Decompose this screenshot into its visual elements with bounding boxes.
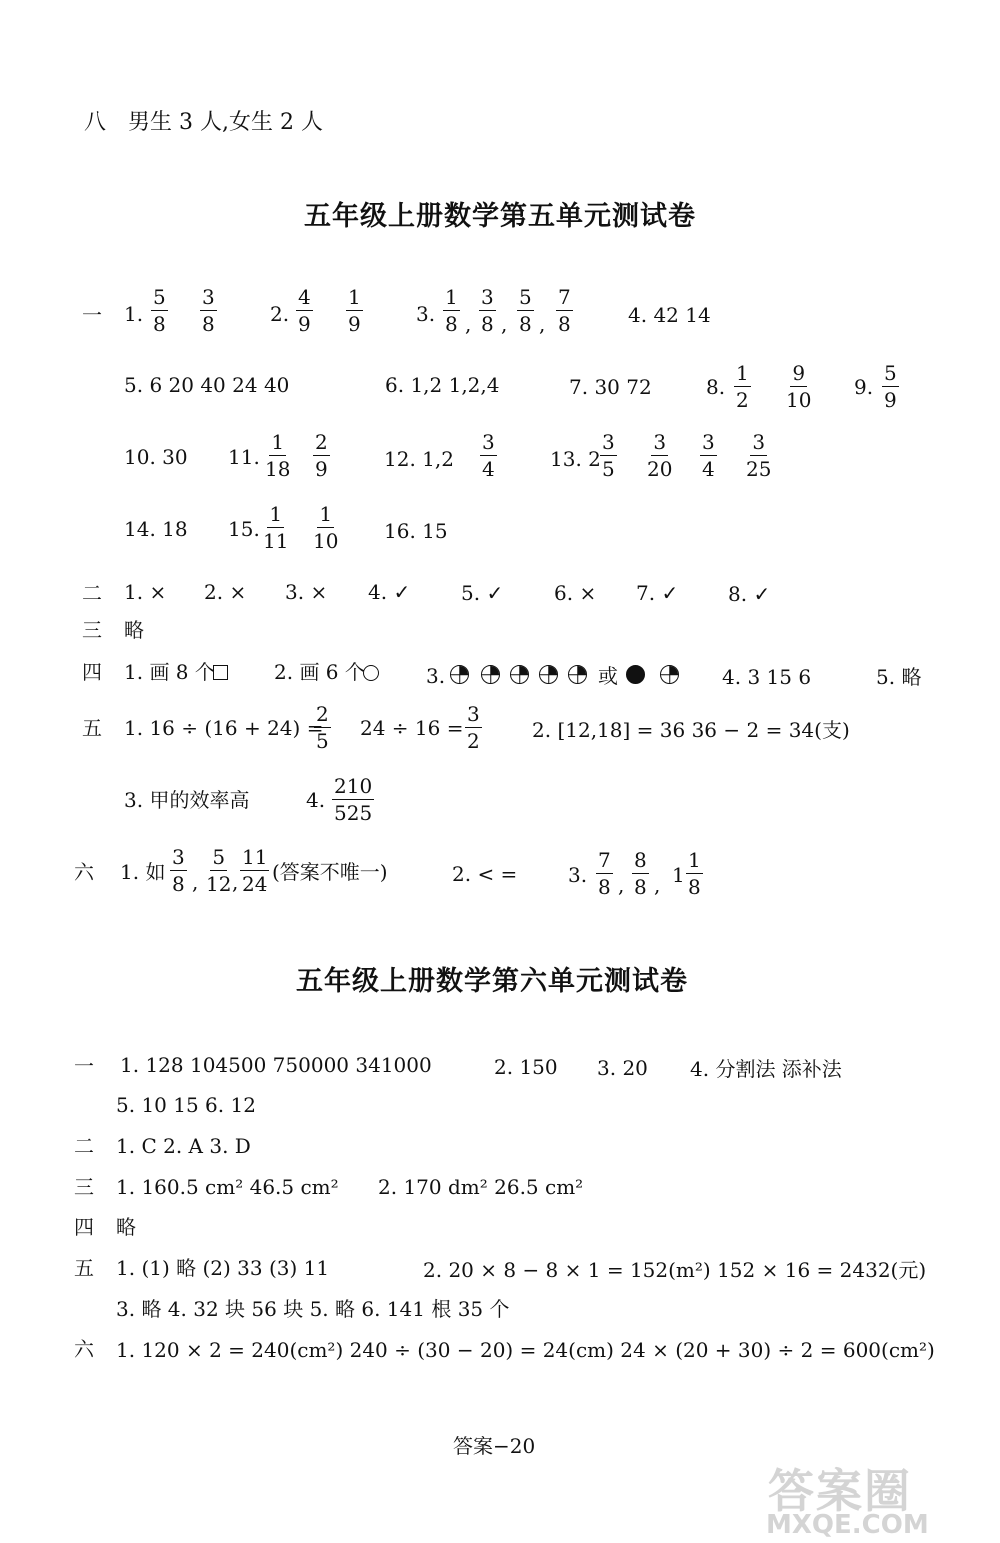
numerator: 3	[482, 430, 495, 454]
quarter-circle-icon	[568, 665, 587, 684]
u5-s4-q2: 2. 画 6 个	[274, 660, 365, 684]
numerator: 1	[688, 848, 701, 872]
comma: ,	[539, 312, 546, 336]
u5-q1-label: 1.	[124, 302, 144, 326]
u6-s3-b: 2. 170 dm² 26.5 cm²	[378, 1175, 584, 1199]
u5-s5-q1a: 1. 16 ÷ (16 + 24) =	[124, 716, 324, 740]
fraction	[200, 287, 217, 335]
denominator: 8	[558, 312, 571, 336]
numerator: 7	[598, 848, 611, 872]
mixed-whole: 1	[672, 863, 685, 887]
u5-q16: 16. 15	[384, 519, 448, 543]
u5-section-5-number: 五	[82, 716, 102, 740]
quarter-circle-icon	[539, 665, 558, 684]
fraction	[632, 850, 649, 898]
fraction	[443, 287, 460, 335]
fraction	[596, 850, 613, 898]
judge-item: 8. ✓	[728, 582, 771, 606]
fraction	[784, 363, 813, 411]
numerator: 3	[653, 430, 667, 454]
u5-s6-q2: 2. < =	[452, 862, 518, 886]
judge-item: 7. ✓	[636, 581, 679, 605]
judge-item: 2. ×	[204, 580, 247, 604]
denominator: 25	[746, 457, 772, 481]
denominator: 10	[313, 529, 339, 553]
fraction	[313, 432, 330, 480]
numerator: 3	[602, 430, 615, 454]
quarter-circle-icon	[510, 665, 529, 684]
numerator: 3	[702, 430, 715, 454]
comma: ,	[192, 870, 199, 894]
u6-s5-line1b: 2. 20 × 8 − 8 × 1 = 152(m²) 152 × 16 = 2432(元)	[423, 1258, 927, 1282]
denominator: 5	[316, 729, 329, 753]
or-label: 或	[598, 664, 618, 688]
u5-q7: 7. 30 72	[569, 375, 652, 399]
judge-item: 1. ×	[124, 580, 167, 604]
u5-section-2-number: 二	[82, 581, 102, 605]
numerator: 8	[634, 848, 647, 872]
watermark-logo: 答案圈	[768, 1464, 912, 1518]
numerator: 1	[319, 502, 333, 526]
fraction	[170, 847, 187, 895]
u5-s6-q1-note: (答案不唯一)	[272, 860, 388, 884]
u6-s4-answer: 略	[116, 1215, 136, 1239]
fraction	[346, 287, 363, 335]
fraction	[296, 287, 313, 335]
fraction	[311, 504, 340, 552]
numerator: 3	[467, 702, 480, 726]
u6-s6-answer: 1. 120 × 2 = 240(cm²) 240 ÷ (30 − 20) = 24(cm) 24 × (20 + 30) ÷ 2 = 600(cm²)	[116, 1338, 935, 1362]
denominator: 9	[884, 388, 897, 412]
numerator: 5	[212, 845, 226, 869]
denominator: 8	[688, 875, 701, 899]
judge-item: 5. ✓	[461, 581, 504, 605]
denominator: 8	[202, 312, 215, 336]
u5-q6: 6. 1,2 1,2,4	[385, 373, 500, 397]
numerator: 3	[752, 430, 766, 454]
numerator: 1	[348, 285, 361, 309]
fraction	[517, 287, 534, 335]
comma: ,	[654, 873, 661, 897]
fraction	[204, 847, 233, 895]
judge-item: 4. ✓	[368, 580, 411, 604]
u6-section-1-number: 一	[74, 1054, 94, 1078]
denominator: 20	[647, 457, 673, 481]
square-icon	[213, 665, 228, 680]
fraction	[700, 432, 717, 480]
u5-q10: 10. 30	[124, 445, 188, 469]
u5-s4-q5: 5. 略	[876, 665, 922, 689]
denominator: 525	[334, 801, 373, 825]
u5-q5: 5. 6 20 40 24 40	[124, 373, 290, 397]
numerator: 210	[334, 774, 373, 798]
denominator: 8	[519, 312, 532, 336]
u6-s5-line1a: 1. (1) 略 (2) 33 (3) 11	[116, 1256, 330, 1280]
u5-section-3-number: 三	[82, 618, 102, 642]
numerator: 1	[736, 361, 749, 385]
numerator: 5	[884, 361, 897, 385]
u6-s1-line1d: 4. 分割法 添补法	[690, 1057, 842, 1081]
quarter-circle-icon	[481, 665, 500, 684]
denominator: 8	[634, 875, 647, 899]
numerator: 3	[202, 285, 215, 309]
unit6-title: 五年级上册数学第六单元测试卷	[296, 966, 688, 997]
denominator: 24	[242, 872, 268, 896]
quarter-circle-icon	[450, 665, 469, 684]
comma: ,	[232, 870, 239, 894]
denominator: 11	[263, 529, 289, 553]
denominator: 5	[602, 457, 615, 481]
denominator: 12	[206, 872, 232, 896]
denominator: 8	[172, 872, 185, 896]
page-footer: 答案−20	[453, 1434, 536, 1458]
judge-item: 3. ×	[285, 580, 328, 604]
denominator: 8	[153, 312, 166, 336]
numerator: 7	[558, 285, 571, 309]
fraction	[686, 850, 703, 898]
fraction	[882, 363, 899, 411]
denominator: 2	[736, 388, 749, 412]
u6-section-5-number: 五	[74, 1256, 94, 1280]
numerator: 11	[242, 845, 268, 869]
fraction	[744, 432, 773, 480]
fraction	[263, 432, 292, 480]
u5-section-4-number: 四	[82, 660, 102, 684]
u6-s1-line1c: 3. 20	[597, 1056, 648, 1080]
denominator: 18	[265, 457, 291, 481]
denominator: 9	[348, 312, 361, 336]
prev-answer: 男生 3 人,女生 2 人	[128, 110, 323, 135]
u6-s3-a: 1. 160.5 cm² 46.5 cm²	[116, 1175, 339, 1199]
denominator: 9	[315, 457, 328, 481]
u6-s2-answers: 1. C 2. A 3. D	[116, 1134, 251, 1158]
u6-section-3-number: 三	[74, 1175, 94, 1199]
comma: ,	[465, 312, 472, 336]
fraction	[600, 432, 617, 480]
u5-q14: 14. 18	[124, 517, 188, 541]
denominator: 10	[786, 388, 812, 412]
u6-section-2-number: 二	[74, 1134, 94, 1158]
circle-icon	[363, 665, 379, 681]
denominator: 2	[467, 729, 480, 753]
u5-q8-label: 8.	[706, 375, 726, 399]
fraction	[314, 704, 331, 752]
u5-q13-label: 13. 2	[550, 447, 601, 471]
judge-item: 6. ×	[554, 581, 597, 605]
section-number-8: 八	[84, 110, 107, 135]
fraction	[332, 776, 374, 824]
numerator: 2	[315, 430, 328, 454]
u6-s1-line1a: 1. 128 104500 750000 341000	[120, 1053, 432, 1077]
denominator: 4	[482, 457, 495, 481]
u5-q3-label: 3.	[416, 302, 436, 326]
u6-section-6-number: 六	[74, 1337, 94, 1361]
numerator: 1	[445, 285, 458, 309]
u5-section-6-number: 六	[74, 860, 94, 884]
u5-s6-q1-label: 1. 如	[120, 860, 166, 884]
fraction	[480, 432, 497, 480]
numerator: 9	[792, 361, 806, 385]
denominator: 8	[481, 312, 494, 336]
numerator: 1	[271, 430, 285, 454]
denominator: 8	[598, 875, 611, 899]
numerator: 3	[172, 845, 185, 869]
u5-q11-label: 11.	[228, 445, 260, 469]
u5-s5-q1b: 24 ÷ 16 =	[360, 716, 464, 740]
comma: ,	[618, 873, 625, 897]
u5-q12-label: 12. 1,2	[384, 447, 454, 471]
u5-q4: 4. 42 14	[628, 303, 711, 327]
u5-s5-q4-label: 4.	[306, 788, 326, 812]
unit5-title: 五年级上册数学第五单元测试卷	[304, 201, 696, 232]
u5-section-1-number: 一	[82, 303, 102, 327]
fraction	[645, 432, 674, 480]
denominator: 9	[298, 312, 311, 336]
u5-q2-label: 2.	[270, 302, 290, 326]
watermark-site: MXQE.COM	[766, 1510, 929, 1540]
u5-q15-label: 15.	[228, 517, 260, 541]
fraction	[151, 287, 168, 335]
denominator: 4	[702, 457, 715, 481]
u5-s3-answer: 略	[124, 618, 144, 642]
quarter-circle-icon	[660, 665, 679, 684]
fraction	[465, 704, 482, 752]
numerator: 3	[481, 285, 494, 309]
u6-section-4-number: 四	[74, 1215, 94, 1239]
numerator: 5	[153, 285, 166, 309]
numerator: 1	[269, 502, 283, 526]
numerator: 4	[298, 285, 311, 309]
u6-s1-line2: 5. 10 15 6. 12	[116, 1093, 256, 1117]
full-circle-icon	[626, 665, 645, 684]
u5-s4-q1: 1. 画 8 个	[124, 660, 215, 684]
fraction	[734, 363, 751, 411]
fraction	[240, 847, 269, 895]
u5-s4-q3: 3.	[426, 664, 446, 688]
u5-q9-label: 9.	[854, 375, 874, 399]
numerator: 5	[519, 285, 532, 309]
u5-s5-q3: 3. 甲的效率高	[124, 788, 250, 812]
u5-s5-q2: 2. [12,18] = 36 36 − 2 = 34(支)	[532, 718, 850, 742]
u6-s5-line2: 3. 略 4. 32 块 56 块 5. 略 6. 141 根 35 个	[116, 1297, 510, 1321]
denominator: 8	[445, 312, 458, 336]
fraction	[261, 504, 290, 552]
comma: ,	[501, 312, 508, 336]
u6-s1-line1b: 2. 150	[494, 1055, 558, 1079]
u5-s6-q3-label: 3.	[568, 863, 588, 887]
fraction	[556, 287, 573, 335]
fraction	[479, 287, 496, 335]
u5-s4-q4: 4. 3 15 6	[722, 665, 812, 689]
numerator: 2	[316, 702, 329, 726]
